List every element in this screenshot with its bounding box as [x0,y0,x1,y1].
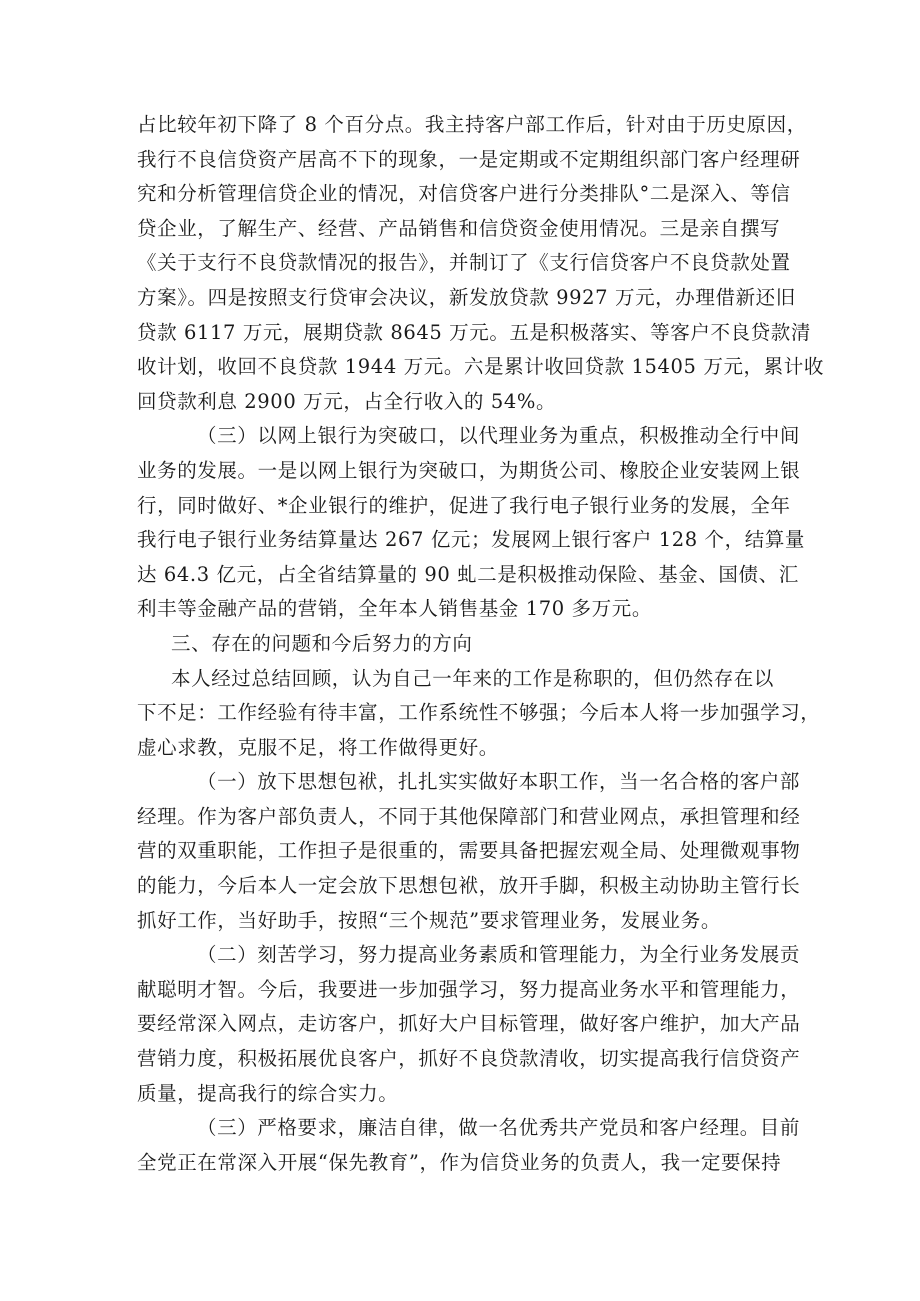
paragraph-line: 收计划，收回不良贷款 1944 万元。六是累计收回贷款 15405 万元，累计收 [137,355,824,379]
paragraph-line: 贷企业，了解生产、经营、产品销售和信贷资金使用情况。三是亲自撰写 [137,216,781,240]
paragraph-line: 经理。作为客户部负责人，不同于其他保障部门和营业网点，承担管理和经 [137,804,801,828]
paragraph-line: 占比较年初下降了 8 个百分点。我主持客户部工作后，针对由于历史原因， [137,113,807,136]
paragraph-line: 贷款 6117 万元，展期贷款 8645 万元。五是积极落实、等客户不良贷款清 [137,320,811,344]
paragraph-line: 要经常深入网点，走访客户，抓好大户目标管理，做好客户维护，加大产品 [137,1012,801,1036]
paragraph-line: 营销力度，积极拓展优良客户，抓好不良贷款清收，切实提高我行信贷资产 [137,1047,801,1071]
paragraph-line: 我行电子银行业务结算量达 267 亿元；发展网上银行客户 128 个，结算量 [137,528,806,552]
paragraph-line: 虚心求教，克服不足，将工作做得更好。 [137,735,499,759]
paragraph-line: 的能力，今后本人一定会放下思想包袱，放开手脚，积极主动协助主管行长 [137,874,801,898]
paragraph-line: 方案》。四是按照支行贷审会决议，新发放贷款 9927 万元，办理借新还旧 [137,285,796,309]
document-body [137,108,824,1180]
paragraph-line: 行，同时做好、*企业银行的维护，促进了我行电子银行业务的发展，全年 [137,493,791,517]
paragraph-line: 业务的发展。一是以网上银行为突破口，为期货公司、橡胶企业安装网上银 [137,458,801,482]
paragraph-line: 下不足：工作经验有待丰富，工作系统性不够强；今后本人将一步加强学习， [137,701,821,725]
paragraph-line: 营的双重职能，工作担子是很重的，需要具备把握宏观全局、处理微观事物 [137,839,801,863]
paragraph-line: 我行不良信贷资产居高不下的现象，一是定期或不定期组织部门客户经理研 [137,147,801,171]
paragraph-line: （二）刻苦学习，努力提高业务素质和管理能力，为全行业务发展贡 [197,943,801,967]
paragraph-line: 全党正在常深入开展“保先教育”，作为信贷业务的负责人，我一定要保持 [137,1150,782,1174]
paragraph-line: 质量，提高我行的综合实力。 [137,1081,399,1105]
paragraph-line: 回贷款利息 2900 万元，占全行收入的 54%。 [137,389,557,413]
paragraph-line: 究和分析管理信贷企业的情况，对信贷客户进行分类排队°二是深入、等信 [137,182,791,206]
paragraph-line: 抓好工作，当好助手，按照“三个规范”要求管理业务，发展业务。 [137,908,721,932]
paragraph-line: 献聪明才智。今后，我要进一步加强学习，努力提高业务水平和管理能力， [137,977,801,1001]
section-heading: 三、存在的问题和今后努力的方向 [171,631,473,655]
paragraph-line: 利丰等金融产品的营销，全年本人销售基金 170 多万元。 [137,597,652,621]
paragraph-line: （一）放下思想包袱，扎扎实实做好本职工作，当一名合格的客户部 [197,770,801,794]
paragraph-line: （三）严格要求，廉洁自律，做一名优秀共产党员和客户经理。目前 [197,1116,801,1140]
paragraph-line: （三）以网上银行为突破口，以代理业务为重点，积极推动全行中间 [197,424,801,448]
paragraph-line: 达 64.3 亿元，占全省结算量的 90 虬二是积极推动保险、基金、国债、汇 [137,562,799,586]
paragraph-line: 本人经过总结回顾，认为自己一年来的工作是称职的，但仍然存在以 [171,666,775,690]
paragraph-line: 《关于支行不良贷款情况的报告》，并制订了《支行信贷客户不良贷款处置 [137,251,791,275]
